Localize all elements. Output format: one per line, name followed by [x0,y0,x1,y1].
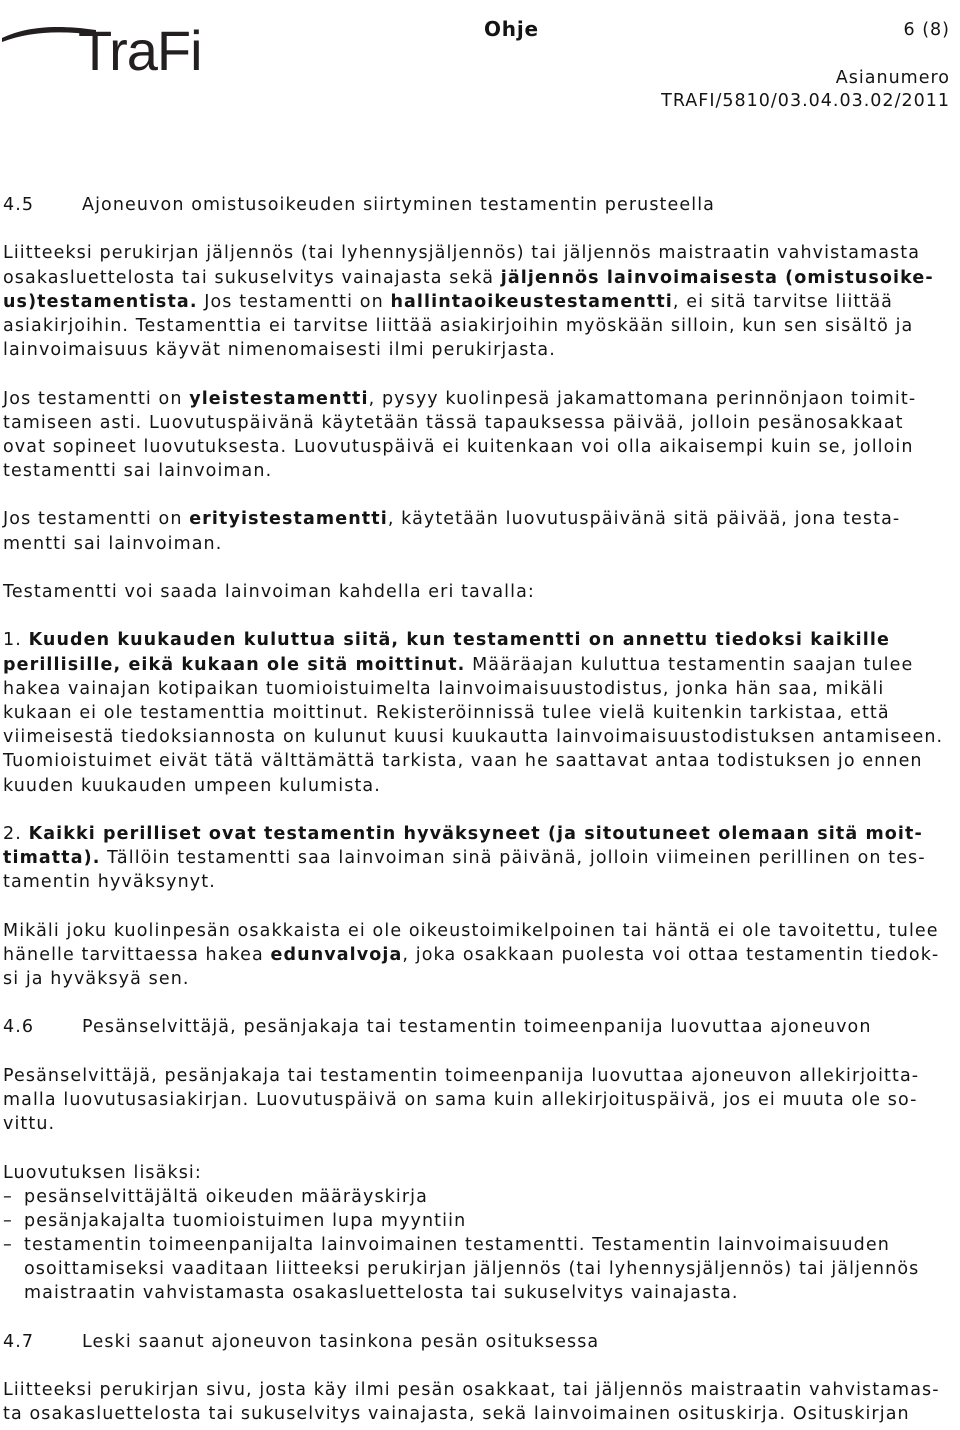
text-run: Määräajan kuluttua testamentin saajan tulee [465,654,914,675]
text-run: testamentin toimeenpanijalta lainvoimainen testamentti. Testamentin lainvoimaisuuden [24,1235,890,1256]
text-run: , joka osakkaan puolesta voi ottaa testamentin tiedok- [402,944,940,965]
paragraph [3,387,955,484]
case-number: TRAFI/5810/03.04.03.02/2011 [661,91,950,111]
text-line [3,653,955,677]
section-number: 4.6 [3,1017,35,1038]
text-line [3,580,955,604]
text-run: Tällöin testamentti saa lainvoiman sinä päivänä, jolloin viimeinen perillinen on tes- [100,848,926,869]
text-run: Tuomioistuimet eivät tätä välttämättä tarkista, vaan he saattavat antaa todistuksen jo ennen [3,751,923,772]
text-line [24,1281,955,1305]
text-run: Liitteeksi perukirjan jäljennös (tai lyhennysjäljennös) tai jäljennös maistraatin vahvistamasta [3,243,921,264]
text-run: , pysyy kuolinpesä jakamattomana perinnönjaon toimit- [368,388,917,409]
text-run: vittu. [3,1114,56,1135]
text-line [3,459,955,483]
section-number: 4.5 [3,195,35,215]
text-run: pesänselvittäjältä oikeuden määräyskirja [24,1186,428,1207]
paragraph [3,919,955,992]
paragraph [3,241,955,362]
text-line [3,725,955,749]
text-line [3,1088,955,1112]
text-line [3,241,955,265]
paragraph [3,822,955,895]
text-line [3,1064,955,1088]
text-line [3,507,955,531]
document-type: Ohje [484,17,539,41]
text-line [24,1209,955,1233]
text-run: kukaan ei ole testamenttia moittinut. Rekisteröinnissä tulee vielä kuitenkin tarkistaa, että [3,702,890,723]
text-line [3,1378,955,1402]
text-run: tamentin hyväksynyt. [3,872,216,893]
list-item-text [24,1233,955,1306]
text-line [3,749,955,773]
section-heading [3,1330,955,1354]
section-number: 4.7 [3,1331,35,1352]
dash-bullet-icon: – [3,1235,13,1256]
dash-bullet-icon: – [3,1210,13,1231]
section-title: Leski saanut ajoneuvon tasinkona pesän osituksessa [82,1331,600,1352]
text-line [3,870,955,894]
bullet-list [3,1161,955,1306]
text-run: kuuden kuukauden umpeen kulumista. [3,775,381,796]
text-run: Testamentti voi saada lainvoiman kahdella eri tavalla: [3,582,535,602]
text-run: lainvoimaisuus käyvät nimenomaisesti ilmi perukirjasta. [3,340,556,361]
list-item-text [24,1185,955,1209]
paragraph [3,507,955,555]
text-run: maistraatin vahvistamasta osakasluettelosta tai sukuselvitys vainajasta. [24,1283,739,1304]
bold-text: Kaikki perilliset ovat testamentin hyväksyneet (ja sitoutuneet olemaan sitä moit- [28,823,923,844]
dash-bullet-icon: – [3,1186,13,1207]
text-run: , ei sitä tarvitse liittää [672,291,893,312]
text-line [3,290,955,314]
bold-text: timatta). [3,848,101,869]
paragraph [3,580,955,604]
bold-text: hallintaoikeustestamentti [390,291,673,312]
list-item [3,1233,955,1306]
text-line [3,919,955,943]
text-run: 1. [3,630,29,651]
text-run: ovat sopineet luovutuksesta. Luovutuspäivä ei kuitenkaan voi olla aikaisempi kuin se, jolloin [3,436,914,457]
section-title: Pesänselvittäjä, pesänjakaja tai testamentin toimeenpanija luovuttaa ajoneuvon [82,1017,872,1038]
bold-text: jäljennös lainvoimaisesta (omistusoike- [500,267,934,288]
bold-text: erityistestamentti [189,509,388,530]
bold-text: edunvalvoja [270,944,403,965]
text-run: testamentti sai lainvoiman. [3,461,273,482]
text-run: tamiseen asti. Luovutuspäivänä käytetään tässä tapauksessa päivää, jolloin pesänosakkaat [3,412,904,433]
text-line [3,1112,955,1136]
text-line [3,677,955,701]
text-run: 2. [3,823,29,844]
logo-wordmark: TraFi [78,19,202,72]
heading-line [3,1330,955,1354]
section-heading [3,1015,955,1039]
text-run: Jos testamentti on [3,388,190,409]
text-run: asiakirjoihin. Testamenttia ei tarvitse liittää asiakirjoihin myöskään silloin, kun sen sisältö ja [3,315,914,336]
text-run: Jos testamentti on [3,509,190,530]
trafi-logo [0,8,225,72]
text-line [3,774,955,798]
section-heading [3,193,955,217]
text-line [3,1402,955,1426]
list-item [3,1185,955,1209]
text-run: osoittamiseksi vaaditaan liitteeksi perukirjan jäljennös (tai lyhennysjäljennös) tai jäljennös [24,1259,920,1280]
text-line [3,822,955,846]
text-line [3,338,955,362]
text-line [3,411,955,435]
text-line [3,943,955,967]
list-intro: Luovutuksen lisäksi: [3,1162,202,1183]
text-line [24,1257,955,1281]
bold-text: perillisille, eikä kukaan ole sitä moittinut. [3,654,466,675]
text-line [3,435,955,459]
text-line [3,532,955,556]
case-number-label: Asianumero [835,68,950,88]
bold-text: Kuuden kuukauden kuluttua siitä, kun testamentti on annettu tiedoksi kaikille [28,630,890,651]
text-run: , käytetään luovutuspäivänä sitä päivää, jona testa- [387,509,901,530]
text-run: Mikäli joku kuolinpesän osakkaista ei ole oikeustoimikelpoinen tai häntä ei ole tavoitettu, tulee [3,920,939,941]
list-item [3,1209,955,1233]
text-line [3,314,955,338]
paragraph [3,1378,955,1426]
list-item-text [24,1209,955,1233]
text-run: mentti sai lainvoiman. [3,533,223,554]
text-line [3,701,955,725]
page-number: 6 (8) [903,20,950,40]
section-title: Ajoneuvon omistusoikeuden siirtyminen testamentin perusteella [82,195,715,215]
paragraph [3,1064,955,1137]
text-run: hänelle tarvittaessa hakea [3,944,271,965]
text-run: pesänjakajalta tuomioistuimen lupa myyntiin [24,1210,467,1231]
text-run: osakasluettelosta tai sukuselvitys vainajasta sekä [3,267,501,288]
text-run: hakea vainajan kotipaikan tuomioistuimelta lainvoimaisuustodistus, jonka hän saa, mikäli [3,678,885,699]
text-line [3,266,955,290]
heading-line [3,193,955,217]
text-run: ta osakasluettelosta tai sukuselvitys vainajasta, sekä lainvoimainen osituskirja. Osituskirjan [3,1404,910,1425]
text-line [24,1185,955,1209]
text-line [3,967,955,991]
paragraph [3,628,955,797]
text-run: viimeisestä tiedoksiannosta on kulunut kuusi kuukautta lainvoimaisuustodistuksen antamiseen. [3,727,944,748]
bold-text: us)testamentista. [3,291,198,312]
text-run: Pesänselvittäjä, pesänjakaja tai testamentin toimeenpanija luovuttaa ajoneuvon allekirjoitta- [3,1065,920,1086]
text-line [3,846,955,870]
bold-text: yleistestamentti [189,388,369,409]
text-line [24,1233,955,1257]
heading-line [3,1015,955,1039]
text-run: Liitteeksi perukirjan sivu, josta käy ilmi pesän osakkaat, tai jäljennös maistraatin vahvistamas- [3,1380,940,1401]
text-run: si ja hyväksyä sen. [3,969,190,989]
text-run: Jos testamentti on [197,291,391,312]
text-line [3,387,955,411]
document-body [3,193,955,1427]
text-run: malla luovutusasiakirjan. Luovutuspäivä on sama kuin allekirjoituspäivä, jos ei muuta ole so- [3,1089,918,1110]
text-line [3,628,955,652]
